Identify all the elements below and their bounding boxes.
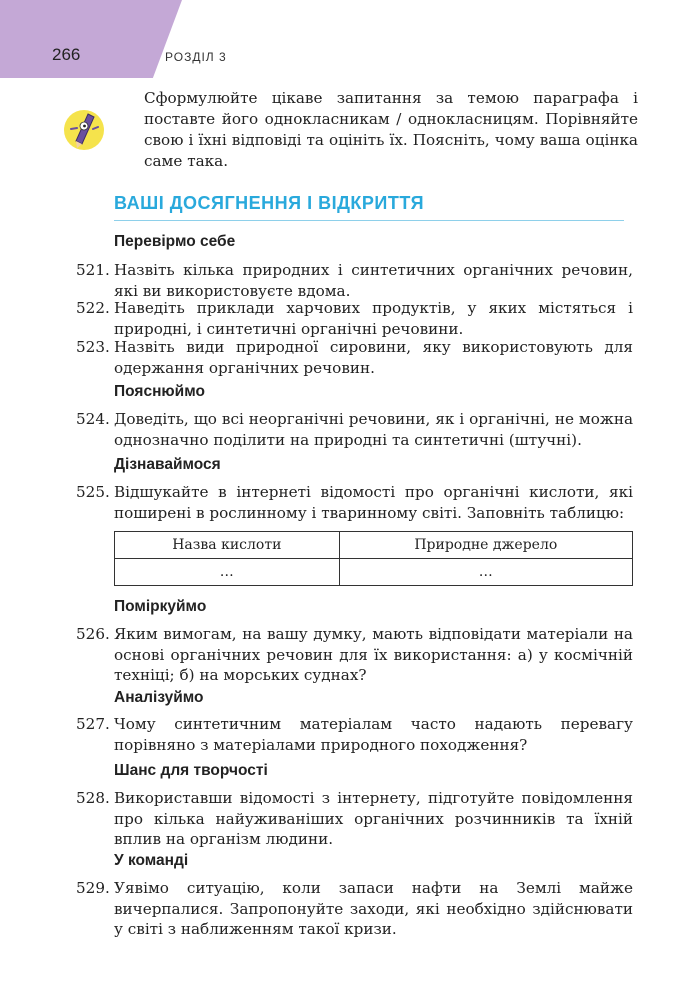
- table-row: [115, 559, 633, 586]
- task-528: [76, 788, 633, 850]
- task-text: Чому синтетичним матеріалам часто надають перевагу порівняно з матеріалами природного походження?: [114, 715, 633, 754]
- task-text: Відшукайте в інтернеті відомості про органічні кислоти, які поширені в рослинному і тваринному світі. Заповніть таблицю:: [114, 483, 633, 522]
- task-text: Назвіть види природної сировини, яку використовують для одержання органічних речовин.: [114, 338, 633, 377]
- task-number: 524.: [76, 410, 110, 428]
- subhead-analyze: Аналізуймо: [114, 689, 204, 706]
- table-header-cell: Природне джерело: [339, 532, 632, 559]
- task-527: [76, 714, 633, 755]
- subhead-check: Перевірмо себе: [114, 233, 236, 250]
- page-number: 266: [52, 45, 81, 64]
- header-band: [0, 0, 182, 78]
- table-cell: …: [339, 559, 632, 586]
- task-number: 527.: [76, 715, 110, 733]
- task-number: 521.: [76, 261, 110, 279]
- pencil-character-icon: [62, 108, 106, 152]
- task-number: 522.: [76, 299, 110, 317]
- task-text: Уявімо ситуацію, коли запаси нафти на Землі майже вичерпалися. Запропонуйте заходи, які необхідно здійснювати у світі з наближенням такої кризи.: [114, 879, 633, 938]
- achievements-title: ВАШІ ДОСЯГНЕННЯ І ВІДКРИТТЯ: [114, 193, 425, 213]
- task-522: [76, 298, 633, 339]
- task-text: Використавши відомості з інтернету, підготуйте повідомлення про кілька найуживаніших органічних розчинників та їхній вплив на організм людини.: [114, 789, 633, 848]
- acid-table: [114, 531, 633, 586]
- task-number: 523.: [76, 338, 110, 356]
- task-number: 526.: [76, 625, 110, 643]
- intro-text: Сформулюйте цікаве запитання за темою параграфа і поставте його однокласникам / однокласницям. Порівняйте свою і їхні відповіді та оцініть їх. Поясніть, чому ваша оцінка саме така.: [144, 89, 638, 170]
- section-label: РОЗДІЛ 3: [165, 50, 227, 64]
- task-text: Яким вимогам, на вашу думку, мають відповідати матеріали на основі органічних речовин для їх використання: а) у космічній техніці; б) на морських суднах?: [114, 625, 633, 684]
- task-524: [76, 409, 633, 450]
- task-number: 525.: [76, 483, 110, 501]
- task-529: [76, 878, 633, 940]
- task-525: [76, 482, 633, 523]
- task-text: Доведіть, що всі неорганічні речовини, як і органічні, не можна однозначно поділити на природні та синтетичні (штучні).: [114, 410, 633, 449]
- subhead-think: Поміркуймо: [114, 598, 207, 615]
- task-text: Наведіть приклади харчових продуктів, у яких містяться і природні, і синтетичні органічні речовини.: [114, 299, 633, 338]
- subhead-team: У команді: [114, 852, 189, 869]
- task-526: [76, 624, 633, 686]
- subhead-creative: Шанс для творчості: [114, 762, 268, 779]
- task-number: 529.: [76, 879, 110, 897]
- table-header-row: [115, 532, 633, 559]
- table-cell: …: [115, 559, 340, 586]
- subhead-learn: Дізнаваймося: [114, 456, 221, 473]
- task-523: [76, 337, 633, 378]
- title-divider: [114, 220, 624, 221]
- task-521: [76, 260, 633, 301]
- task-text: Назвіть кілька природних і синтетичних органічних речовин, які ви використовуєте вдома.: [114, 261, 633, 300]
- task-number: 528.: [76, 789, 110, 807]
- subhead-explain: Пояснюймо: [114, 383, 205, 400]
- table-header-cell: Назва кислоти: [115, 532, 340, 559]
